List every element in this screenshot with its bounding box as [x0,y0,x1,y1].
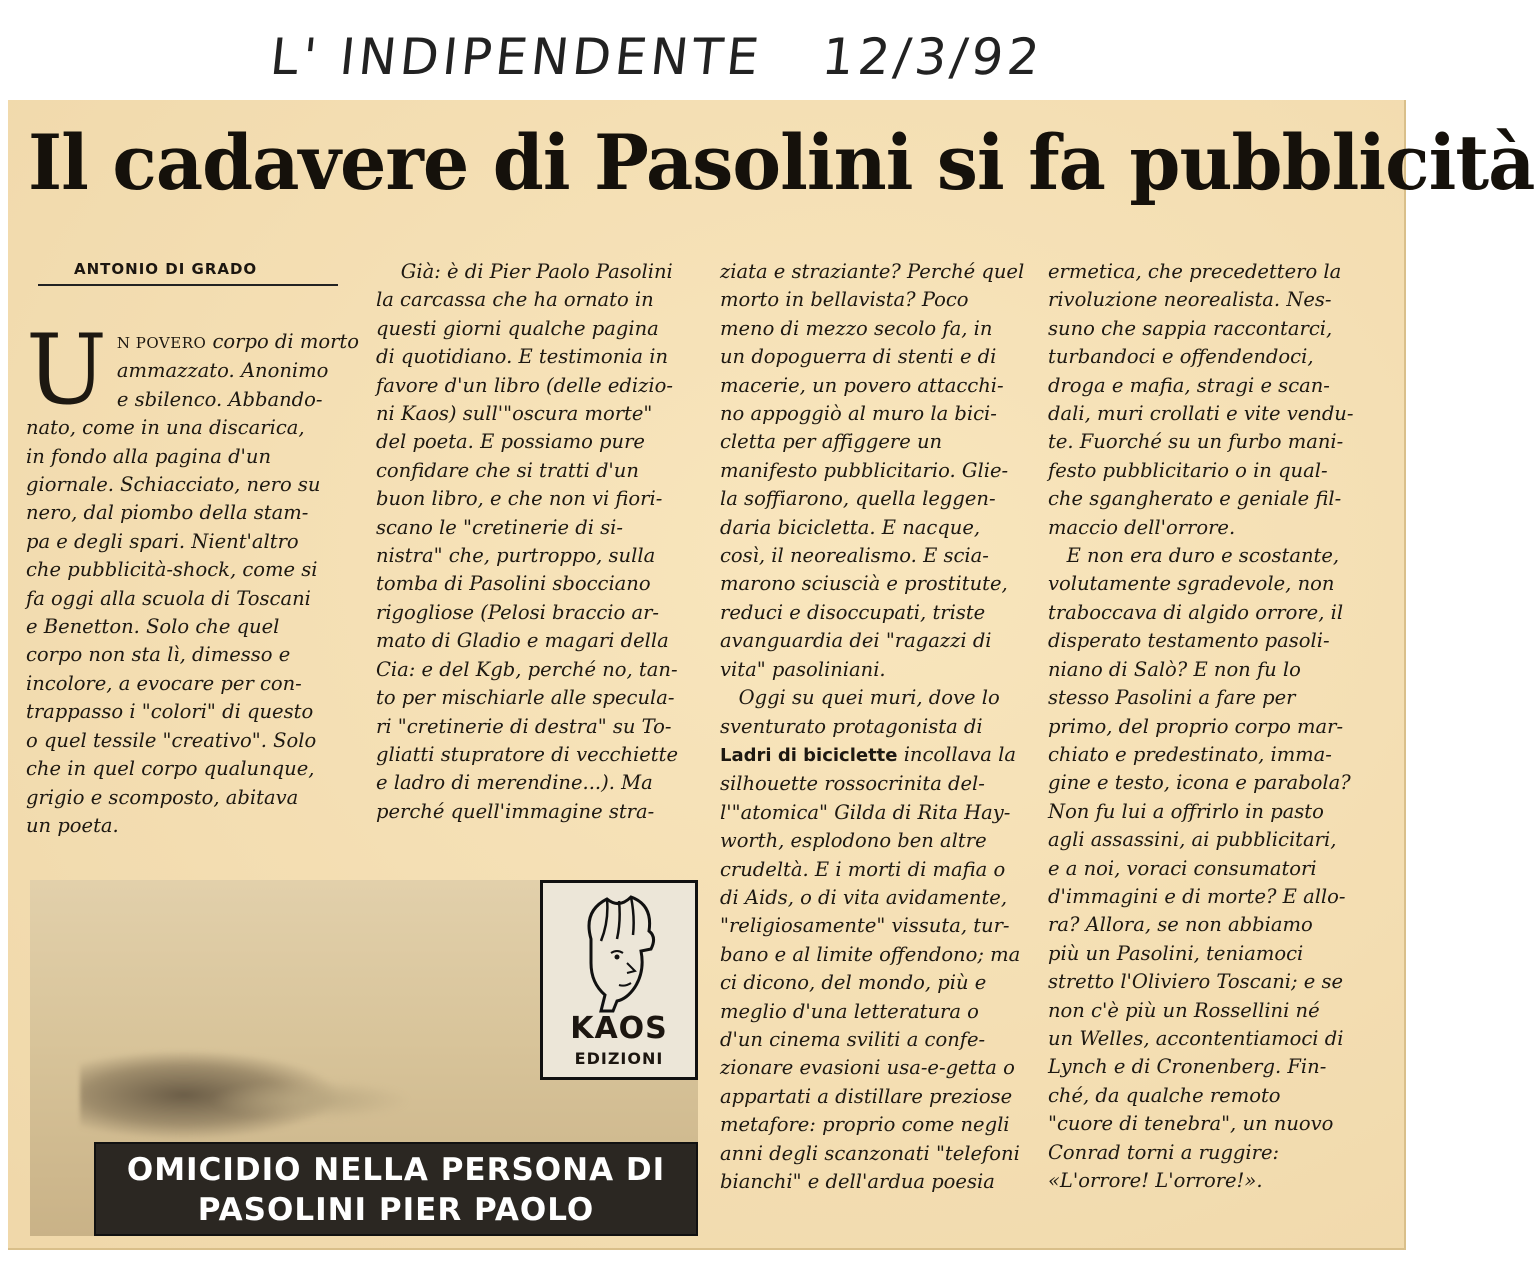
text-line: "cuore di tenebra", un nuovo [1048,1112,1334,1136]
text-line: la soffiarono, quella leggen- [720,487,996,511]
handwritten-source: L' INDIPENDENTE [267,28,766,86]
text-line: questi giorni qualche pagina [376,316,659,340]
text-line: non c'è più un Rossellini né [1048,998,1320,1022]
text-line: vita" pasoliniani. [720,657,886,681]
text-line: o quel tessile "creativo". Solo [26,728,317,752]
text-line: bano e al limite offendono; ma [720,942,1021,966]
text-line: e a noi, voraci consumatori [1048,856,1317,880]
text-line: te. Fuorché su un furbo mani- [1048,430,1344,454]
text-line: no appoggiò al muro la bici- [720,402,997,426]
book-advertisement [30,880,698,1236]
text-line: "religiosamente" vissuta, tur- [720,914,1010,938]
text-line: ammazzato. Anonimo [116,359,329,383]
text-line: appartati a distillare preziose [720,1084,1013,1108]
text-line: droga e mafia, stragi e scan- [1048,373,1330,397]
article-byline [38,260,338,286]
text-line: perché quell'immagine stra- [376,799,655,823]
text-line: ziata e straziante? Perché quel [720,260,1025,283]
text-line: ra? Allora, se non abbiamo [1048,913,1313,937]
text-line: manifesto pubblicitario. Glie- [720,458,1009,482]
text-line: dali, muri crollati e vite vendu- [1048,402,1354,426]
article-column-4 [1048,258,1386,1195]
text-line: E non era duro e scostante, [1048,544,1340,568]
text-line: d'immagini e di morte? E allo- [1048,884,1346,908]
text-line: agli assassini, ai pubblicitari, [1048,828,1337,852]
text-line: in fondo alla pagina d'un [26,444,272,468]
text-line: nero, dal piombo della stam- [26,501,309,525]
text-line: ci dicono, del mondo, più e [720,971,987,995]
text-line: Cia: e del Kgb, perché no, tan- [376,657,678,681]
text-line-rest: corpo di morto [206,330,359,353]
text-line: incolore, a evocare per con- [26,671,302,695]
text-line: così, il neorealismo. E scia- [720,544,989,568]
newspaper-clipping [8,100,1534,1250]
text-line: maccio dell'orrore. [1048,515,1236,539]
text-line: l'"atomica" Gilda di Rita Hay- [720,800,1011,824]
text-line: bianchi" e dell'ardua poesia [720,1170,995,1193]
article-headline: Il cadavere di Pasolini si fa pubblicità [28,118,1534,207]
text-line: morto in bellavista? Poco [720,288,969,312]
text-line: meglio d'una letteratura o [720,999,979,1023]
ad-banner-line-2: PASOLINI PIER PAOLO [197,1192,595,1228]
text-line: fa oggi alla scuola di Toscani [26,586,311,610]
text-line: di quotidiano. E testimonia in [376,345,669,369]
text-line: worth, esplodono ben altre [720,829,987,853]
text-line: turbandoci e offendendoci, [1048,345,1314,369]
text-line: un dopoguerra di stenti e di [720,345,997,369]
column-2-text [376,258,698,826]
text-line: che in quel corpo qualunque, [26,757,315,781]
text-line: rivoluzione neorealista. Nes- [1048,288,1332,312]
text-line: reduci e disoccupati, triste [720,600,986,624]
text-line: to per mischiarle alle specula- [376,686,675,710]
text-line: marono sciuscià e prostitute, [720,572,1008,596]
text-line: che sgangherato e geniale fil- [1048,487,1342,511]
text-line: che pubblicità-shock, come si [26,558,318,582]
text-line: più un Pasolini, teniamoci [1048,941,1304,965]
text-line: Conrad torni a ruggire: [1048,1140,1280,1164]
film-title-line [720,741,1040,770]
text-line: ni Kaos) sull'"oscura morte" [376,402,653,426]
film-title: Ladri di biciclette [720,744,898,766]
text-line: rigogliose (Pelosi braccio ar- [376,600,660,624]
text-line: un Welles, accontentiamoci di [1048,1026,1344,1050]
text-line: chiato e predestinato, imma- [1048,742,1332,766]
column-3-text-b [720,770,1040,1196]
text-line: un poeta. [26,813,119,837]
text-line: d'un cinema sviliti a confe- [720,1027,986,1051]
text-line: favore d'un libro (delle edizio- [376,373,673,397]
text-line: buon libro, e che non vi fiori- [376,487,663,511]
text-line: di Aids, o di vita avidamente, [720,885,1008,909]
article-column-3 [720,258,1040,1196]
text-line: nato, come in una discarica, [26,416,305,440]
text-line: festo pubblicitario o in qual- [1048,458,1328,482]
text-line: grigio e scomposto, abitava [26,785,299,809]
ad-banner [94,1142,698,1236]
text-line: corpo non sta lì, dimesso e [26,643,291,667]
text-line: disperato testamento pasoli- [1048,629,1330,653]
article-column-1 [26,314,359,840]
ad-banner-line-1: OMICIDIO NELLA PERSONA DI [126,1152,666,1188]
text-line: cletta per affiggere un [720,430,943,454]
text-line: volutamente sgradevole, non [1048,572,1335,596]
kaos-brand: KAOS [570,1011,668,1046]
text-line: crudeltà. E i morti di mafia o [720,857,1006,881]
warrior-head-icon [561,891,681,1011]
text-line: Già: è di Pier Paolo Pasolini [376,260,673,283]
text-line: macerie, un povero attacchi- [720,373,1004,397]
ad-photo-shadow [210,1080,410,1120]
text-line: ermetica, che precedettero la [1048,260,1342,283]
text-line: meno di mezzo secolo fa, in [720,316,993,340]
film-title-after: incollava la [897,742,1016,766]
text-line: trappasso i "colori" di questo [26,700,314,724]
text-line: suno che sappia raccontarci, [1048,316,1333,340]
text-line: Lynch e di Cronenberg. Fin- [1048,1055,1327,1079]
text-line: gliatti stupratore di vecchiette [376,742,679,766]
text-line: e Benetton. Solo che quel [26,615,280,639]
text-line: Non fu lui a offrirlo in pasto [1048,799,1324,823]
text-line: la carcassa che ha ornato in [376,288,654,312]
text-line: primo, del proprio corpo mar- [1048,714,1344,738]
text-line: mato di Gladio e magari della [376,629,669,653]
text-line: avanguardia dei "ragazzi di [720,629,992,653]
column-3-text-a [720,258,1040,741]
text-line: stretto l'Oliviero Toscani; e se [1048,970,1344,994]
text-line: ché, da qualche remoto [1048,1083,1281,1107]
byline-author: ANTONIO DI GRADO [74,260,258,278]
kaos-logo-box [540,880,698,1080]
text-line: giornale. Schiacciato, nero su [26,473,321,497]
text-line: scano le "cretinerie di si- [376,515,623,539]
text-line: del poeta. E possiamo pure [376,430,645,454]
text-line: gine e testo, icona e parabola? [1048,771,1351,795]
text-line: silhouette rossocrinita del- [720,772,985,796]
kaos-edizioni: EDIZIONI [574,1049,664,1068]
text-line: traboccava di algido orrore, il [1048,600,1344,624]
text-line: e ladro di merendine...). Ma [376,771,653,795]
text-line: nistra" che, purtroppo, sulla [376,544,656,568]
text-line: anni degli scanzonati "telefoni [720,1141,1020,1165]
text-line: Oggi su quei muri, dove lo [720,686,1000,710]
column-4-text [1048,258,1386,1195]
handwritten-annotation [266,28,1047,98]
text-line: zionare evasioni usa-e-getta o [720,1056,1015,1080]
drop-cap: U [26,314,107,426]
text-line: ri "cretinerie di destra" su To- [376,714,672,738]
text-line: «L'orrore! L'orrore!». [1048,1169,1263,1192]
text-line: sventurato protagonista di [720,714,983,738]
opening-smallcaps: N POVERO [116,334,207,352]
text-line: daria bicicletta. E nacque, [720,515,981,539]
handwritten-date: 12/3/92 [819,28,1047,86]
text-line: confidare che si tratti d'un [376,458,639,482]
text-line: niano di Salò? E non fu lo [1048,657,1301,681]
text-line: stesso Pasolini a fare per [1048,686,1296,710]
text-line: e sbilenco. Abbando- [116,387,323,411]
text-line: metafore: proprio come negli [720,1113,1010,1137]
text-line: tomba di Pasolini sbocciano [376,572,651,596]
article-column-2 [376,258,698,826]
text-line: pa e degli spari. Nient'altro [26,529,299,553]
